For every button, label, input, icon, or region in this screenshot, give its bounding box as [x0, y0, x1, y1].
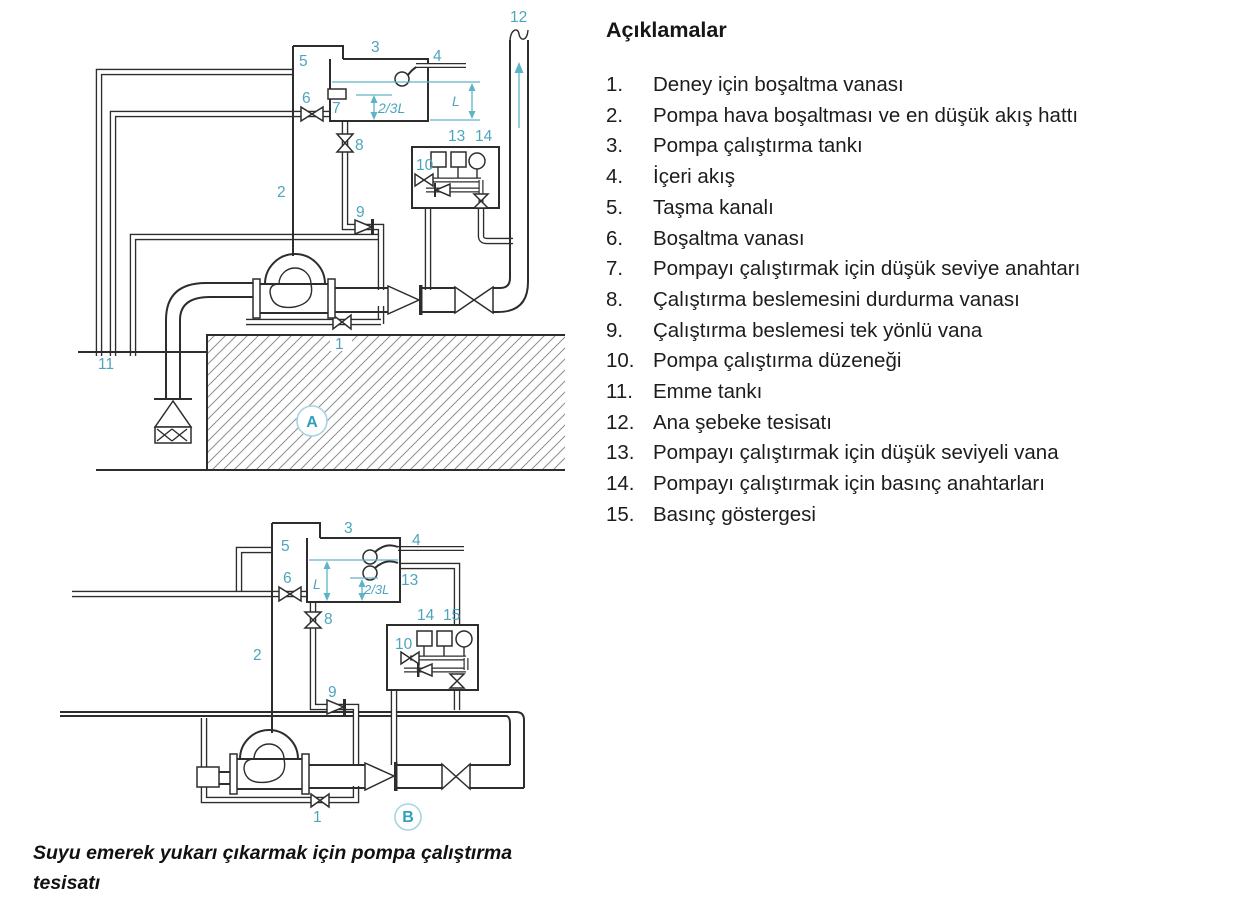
legend-item-text: Pompa çalıştırma tankı	[653, 134, 863, 158]
legend-item-number: 10.	[606, 349, 635, 373]
legend	[606, 18, 1230, 531]
label-a-11: 11	[98, 356, 115, 373]
label-a-5: 5	[299, 53, 308, 70]
legend-item-number: 13.	[606, 441, 635, 465]
legend-item-number: 12.	[606, 410, 635, 434]
discharge-pipe-b	[309, 765, 524, 788]
label-b-4: 4	[412, 532, 421, 549]
legend-item-number: 11.	[606, 380, 633, 404]
pressure-switch-icon	[451, 152, 466, 167]
label-b-1: 1	[313, 809, 322, 826]
legend-item	[606, 70, 1230, 101]
legend-item-text: Pompayı çalıştırmak için düşük seviyeli vana	[653, 441, 1059, 465]
dim-b-l: L	[313, 576, 321, 592]
legend-item-number: 2.	[606, 103, 624, 127]
legend-item-number: 3.	[606, 134, 624, 158]
legend-item-text: Ana şebeke tesisatı	[653, 410, 832, 434]
badge-b: B	[402, 809, 414, 826]
legend-item	[606, 193, 1230, 224]
check-valve-9	[355, 219, 374, 235]
legend-title: Açıklamalar	[606, 18, 727, 42]
legend-item-number: 5.	[606, 195, 624, 219]
legend-item-number: 15.	[606, 502, 635, 526]
drain-valve-6-b	[279, 587, 301, 601]
legend-item	[606, 131, 1230, 162]
pump-a	[253, 254, 335, 318]
legend-item-number: 7.	[606, 257, 624, 281]
pressure-switch-icon	[437, 631, 452, 646]
figure-caption: Suyu emerek yukarı çıkarmak için pompa çalıştırma tesisatı	[33, 842, 513, 894]
pressure-gauge-icon	[469, 153, 485, 169]
legend-item	[606, 101, 1230, 132]
float-ball-icon	[395, 72, 409, 86]
legend-item-text: Deney için boşaltma vanası	[653, 73, 904, 96]
stop-valve-8-b	[305, 612, 321, 628]
dim-b-23l: 2/3L	[364, 582, 390, 597]
label-b-8: 8	[324, 611, 333, 628]
legend-item-number: 6.	[606, 226, 624, 250]
legend-item	[606, 254, 1230, 285]
label-b-2: 2	[253, 647, 262, 664]
discharge-gate-valve-b	[442, 764, 470, 789]
legend-item-number: 8.	[606, 287, 624, 311]
legend-item-text: Pompayı çalıştırmak için basınç anahtarları	[653, 472, 1045, 496]
label-b-10: 10	[395, 636, 413, 653]
label-b-14: 14	[417, 607, 435, 624]
control-box-exit-pipes	[428, 198, 513, 290]
legend-item	[606, 346, 1230, 377]
label-b-13: 13	[401, 572, 419, 589]
flow-arrow-icon	[515, 62, 524, 73]
label-a-13: 13	[448, 128, 466, 145]
control-box-b	[387, 625, 478, 690]
dim-a-l: L	[452, 93, 460, 109]
legend-item-text: Emme tankı	[653, 380, 763, 404]
stop-valve-8	[337, 134, 353, 152]
label-b-15: 15	[443, 607, 461, 624]
label-a-3: 3	[371, 39, 380, 56]
label-a-12: 12	[510, 9, 528, 26]
legend-item-number: 4.	[606, 165, 624, 189]
label-a-7: 7	[332, 100, 341, 117]
legend-item	[606, 408, 1230, 439]
discharge-gate-valve	[455, 287, 493, 313]
label-a-1: 1	[335, 336, 344, 353]
legend-item	[606, 316, 1230, 347]
label-a-9: 9	[356, 204, 365, 221]
legend-item-text: İçeri akış	[653, 165, 736, 189]
priming-tank-b	[272, 523, 400, 733]
legend-item	[606, 438, 1230, 469]
label-a-4: 4	[433, 48, 442, 65]
pressure-gauge-icon	[456, 631, 472, 647]
legend-item	[606, 500, 1230, 531]
legend-item-text: Pompa hava boşaltması ve en düşük akış hattı	[653, 103, 1079, 127]
legend-item	[606, 285, 1230, 316]
pressure-switch-icon	[431, 152, 446, 167]
float-ball-icon	[363, 550, 377, 564]
discharge-check-valve-b	[365, 762, 398, 791]
legend-item	[606, 469, 1230, 500]
legend-item-text: Çalıştırma beslemesini durdurma vanası	[653, 287, 1020, 311]
foot-valve-strainer	[154, 399, 192, 443]
legend-item	[606, 224, 1230, 255]
label-b-3: 3	[344, 520, 353, 537]
dim-a-23l: 2/3L	[378, 100, 406, 116]
legend-item-text: Basınç göstergesi	[653, 502, 816, 526]
label-b-6: 6	[283, 570, 292, 587]
level-switch-icon	[328, 89, 346, 99]
legend-item-text: Taşma kanalı	[653, 195, 774, 219]
pump-b	[197, 730, 309, 794]
pump-priming-diagrams	[0, 0, 600, 912]
badge-a: A	[306, 414, 318, 431]
legend-item-text: Boşaltma vanası	[653, 226, 805, 250]
diagram-a	[78, 9, 565, 470]
pressure-switch-icon	[417, 631, 432, 646]
diagram-b	[60, 520, 524, 830]
legend-item-number: 9.	[606, 318, 624, 342]
legend-item-number: 1.	[606, 73, 624, 96]
label-b-5: 5	[281, 538, 290, 555]
label-b-9: 9	[328, 684, 337, 701]
legend-item-text: Çalıştırma beslemesi tek yönlü vana	[653, 318, 983, 342]
label-a-6: 6	[302, 90, 311, 107]
legend-item-number: 14.	[606, 472, 635, 496]
drain-valve-6	[301, 107, 323, 121]
label-a-8: 8	[355, 137, 364, 154]
discharge-check-valve	[388, 285, 423, 315]
label-a-2: 2	[277, 184, 286, 201]
legend-item	[606, 377, 1230, 408]
legend-item	[606, 162, 1230, 193]
label-a-10: 10	[416, 157, 434, 174]
legend-item-text: Pompa çalıştırma düzeneği	[653, 349, 902, 373]
legend-item-text: Pompayı çalıştırmak için düşük seviye anahtarı	[653, 257, 1081, 281]
label-a-14: 14	[475, 128, 493, 145]
